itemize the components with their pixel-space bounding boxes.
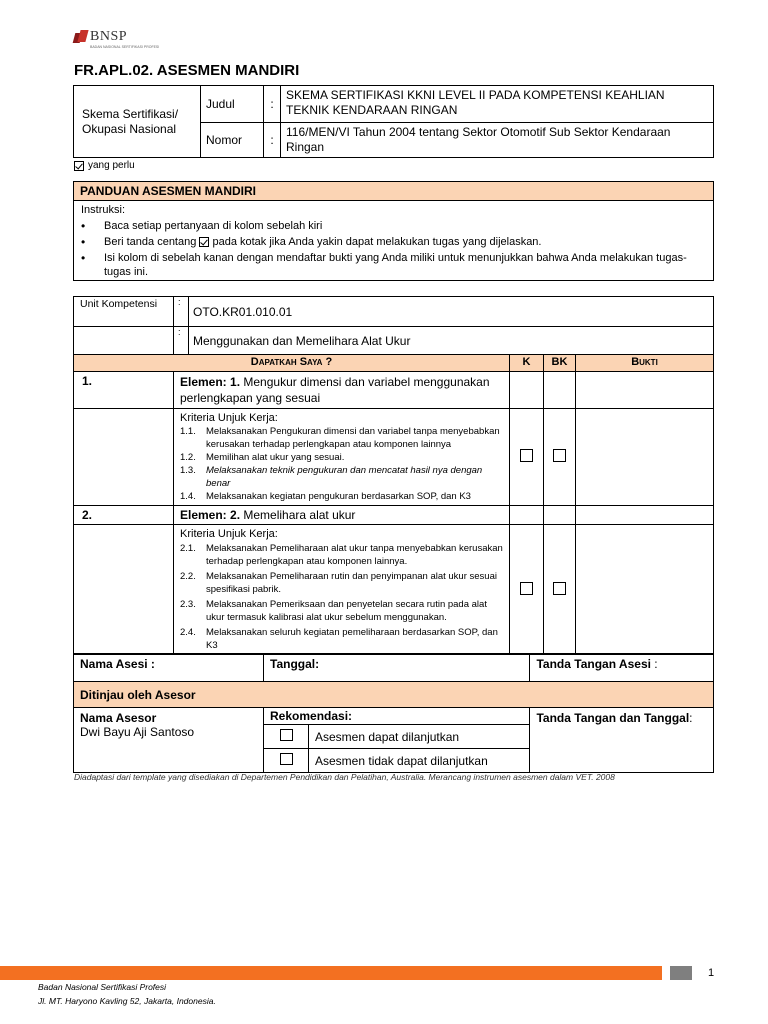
ttd-asesi: Tanda Tangan Asesi :	[530, 654, 714, 682]
panduan-header: PANDUAN ASESMEN MANDIRI	[74, 182, 713, 201]
tanggal-label: Tanggal:	[264, 654, 530, 682]
header-k: K	[510, 355, 544, 372]
unit-title: Menggunakan dan Memelihara Alat Ukur	[189, 327, 714, 355]
bukti-cell[interactable]	[576, 525, 714, 655]
element-number: 1.	[74, 372, 174, 409]
checkbox-checked-icon	[199, 237, 209, 247]
header-question: Dapatkah Saya ?	[74, 355, 510, 372]
criteria-item: 2.4. Melaksanakan seluruh kegiatan pemeliharaan berdasarkan SOP, dan K3	[180, 627, 498, 651]
criteria-item: 1.4. Melaksanakan kegiatan pengukuran berdasarkan SOP, dan K3	[180, 491, 471, 502]
nama-asesor-cell	[74, 708, 264, 773]
element-number: 2.	[74, 506, 174, 525]
assessment-table	[73, 296, 714, 655]
footnote: Diadaptasi dari template yang disediakan di Departemen Pendidikan dan Pelatihan, Australia. Merancang instrumen asesmen dalam VET. 2008	[74, 772, 615, 782]
option-stop-label: Asesmen tidak dapat dilanjutkan	[309, 749, 530, 773]
element-title: Elemen: 2. Memelihara alat ukur	[174, 506, 510, 525]
bnsp-logo	[74, 29, 160, 49]
option-continue-label: Asesmen dapat dilanjutkan	[309, 725, 530, 749]
logo-name: BNSP	[90, 29, 128, 44]
instruction-item: • Baca setiap pertanyaan di kolom sebelah kiri	[81, 219, 706, 233]
option-continue-checkbox[interactable]	[280, 729, 293, 741]
judul-value: SKEMA SERTIFIKASI KKNI LEVEL II PADA KOMPETENSI KEAHLIAN TEKNIK KENDARAAN RINGAN	[281, 86, 714, 123]
option-stop-checkbox[interactable]	[280, 753, 293, 765]
document-title: FR.APL.02. ASESMEN MANDIRI	[74, 62, 300, 79]
k-checkbox[interactable]	[520, 582, 533, 595]
nama-asesi-label: Nama Asesi :	[74, 654, 264, 682]
page-number: 1	[708, 967, 715, 979]
ttd-tanggal: Tanda Tangan dan Tanggal:	[530, 708, 714, 773]
ditinjau-label: Ditinjau oleh Asesor	[74, 682, 714, 708]
instruksi-label: Instruksi:	[81, 204, 126, 216]
footer-address: Jl. MT. Haryono Kavling 52, Jakarta, Indonesia.	[38, 996, 216, 1006]
nama-asesor-label: Nama Asesor	[80, 711, 157, 725]
unit-label: Unit Kompetensi	[74, 297, 174, 327]
k-checkbox-cell	[510, 525, 544, 655]
scheme-table	[73, 85, 714, 158]
bk-checkbox-cell	[544, 409, 576, 506]
rekomendasi-label: Rekomendasi:	[264, 708, 530, 725]
criteria-item: 2.2. Melaksanakan Pemeliharaan rutin dan penyimpanan alat ukur sesuai spesifikasi pabrik.	[180, 571, 497, 595]
bk-checkbox[interactable]	[553, 449, 566, 462]
judul-label: Judul	[201, 86, 264, 123]
nama-asesor-value: Dwi Bayu Aji Santoso	[80, 725, 195, 739]
header-bk: BK	[544, 355, 576, 372]
checkbox-checked-icon	[74, 161, 84, 171]
unit-code: OTO.KR01.010.01	[189, 297, 714, 327]
logo-subtitle: BADAN NASIONAL SERTIFIKASI PROFESI	[90, 45, 160, 49]
unit-code-colon: :	[174, 297, 189, 327]
element-title: Elemen: 1. Mengukur dimensi dan variabel menggunakan perlengkapan yang sesuai	[174, 372, 510, 409]
criteria-item: 1.2. Memilihan alat ukur yang sesuai.	[180, 452, 345, 463]
scheme-label: Skema Sertifikasi/ Okupasi Nasional	[74, 86, 201, 158]
bk-checkbox-cell	[544, 525, 576, 655]
criteria-item: 2.3. Melaksanakan Pemeriksaan dan penyetelan secara rutin pada alat ukur termasuk kalibrasi alat ukur sebelum menggunakan.	[180, 599, 487, 623]
footer-org	[38, 980, 216, 1008]
instruction-item: • Isi kolom di sebelah kanan dengan mendaftar bukti yang Anda miliki untuk menunjukkan bahwa Anda melakukan tugas-tugas ini.	[81, 251, 706, 279]
header-bukti: Bukti	[576, 355, 714, 372]
criteria-item: 1.1. Melaksanakan Pengukuran dimensi dan variabel tanpa menyebabkan kerusakan terhadap perlengkapan atau komponen lainnya	[180, 426, 500, 450]
check-note	[74, 160, 135, 171]
criteria-list	[174, 409, 510, 506]
panduan-section	[73, 181, 714, 281]
k-checkbox[interactable]	[520, 449, 533, 462]
footer-gray-block	[670, 966, 692, 980]
footer-orange-bar	[0, 966, 662, 980]
nomor-label: Nomor	[201, 123, 264, 158]
nomor-colon: :	[264, 123, 281, 158]
kriteria-label: Kriteria Unjuk Kerja:	[180, 412, 278, 424]
criteria-item: 1.3. Melaksanakan teknik pengukuran dan mencatat hasil nya dengan benar	[180, 465, 483, 489]
judul-colon: :	[264, 86, 281, 123]
footer-org-name: Badan Nasional Sertifikasi Profesi	[38, 982, 167, 992]
bukti-cell[interactable]	[576, 409, 714, 506]
criteria-item: 2.1. Melaksanakan Pemeliharaan alat ukur tanpa menyebabkan kerusakan terhadap perlengkapan atau komponen lainnya.	[180, 543, 503, 567]
bnsp-emblem-icon	[74, 30, 88, 44]
signoff-table	[73, 653, 714, 773]
criteria-list	[174, 525, 510, 655]
kriteria-label: Kriteria Unjuk Kerja:	[180, 528, 278, 540]
check-note-text: yang perlu	[88, 160, 135, 171]
instruction-item: • Beri tanda centang pada kotak jika Anda yakin dapat melakukan tugas yang dijelaskan.	[81, 235, 706, 249]
nomor-value: 116/MEN/VI Tahun 2004 tentang Sektor Otomotif Sub Sektor Kendaraan Ringan	[281, 123, 714, 158]
unit-title-colon: :	[174, 327, 189, 355]
bk-checkbox[interactable]	[553, 582, 566, 595]
k-checkbox-cell	[510, 409, 544, 506]
